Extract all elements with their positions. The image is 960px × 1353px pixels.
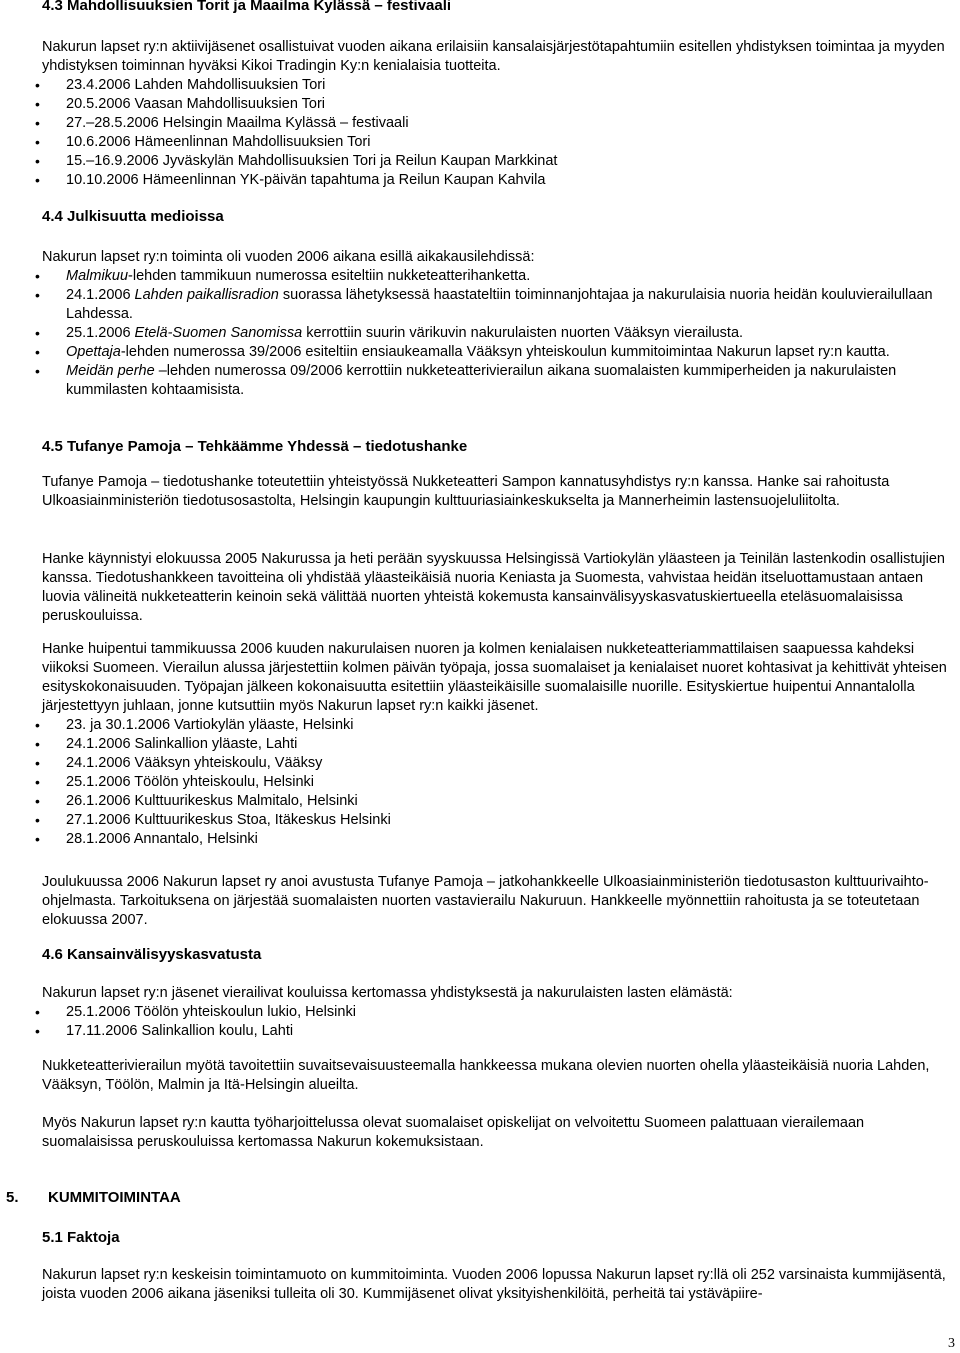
list-item: • 28.1.2006 Annantalo, Helsinki <box>0 830 947 849</box>
section-4-5-paragraph-1: Tufanye Pamoja – tiedotushanke toteutettiin yhteistyössä Nukketeatteri Sampon kannatusyhdistys ry:n kanssa. Hanke sai rahoitusta Ulkoasiainministeriön tiedotusosastolta, Helsingin kaupungin kulttuuriasiainkeskukselta ja Mannerheimin lastensuojeluliitolta. <box>42 474 890 509</box>
section-4-5-paragraph-3: Hanke huipentui tammikuussa 2006 kuuden nakurulaisen nuoren ja kolmen kenialaisen nukketeatteriammattilaisen saapuessa kahdeksi viikoksi Suomeen. Vierailun alussa järjestettiin kolmen päivän työpaja, jossa suomalaiset ja kenialaiset nuoret kohtasivat ja kehittivät yhteisen esityskokonaisuuden. Työpajan jälkeen kokonaisuutta esitettiin yläasteikäisille suomalaisille nuorille. Esityskiertue huipentui Annantalolla järjestettyyn juhlaan, jonne kutsuttiin myös Nakurun lapset ry:n kaikki jäsenet. <box>42 641 947 714</box>
list-item: • Opettaja-lehden numerossa 39/2006 esiteltiin ensiaukeamalla Vääksyn yhteiskoulun kummitoimintaa Nakurun lapset ry:n kautta. <box>0 343 947 362</box>
publication-name: Opettaja <box>66 344 121 360</box>
list-item: • 24.1.2006 Vääksyn yhteiskoulu, Vääksy <box>0 754 947 773</box>
publication-name: Meidän perhe <box>66 363 155 379</box>
list-item: • 10.10.2006 Hämeenlinnan YK-päivän tapahtuma ja Reilun Kaupan Kahvila <box>0 171 947 190</box>
list-item: • 17.11.2006 Salinkallion koulu, Lahti <box>0 1022 947 1041</box>
list-item: • 24.1.2006 Salinkallion yläaste, Lahti <box>0 735 947 754</box>
list-item: • Meidän perhe –lehden numerossa 09/2006 kerrottiin nukketeatterivierailun aikana suomalaisten kummiperheiden ja nakurulaisten kummilasten kohtaamisista. <box>0 362 947 400</box>
list-item: • 25.1.2006 Etelä-Suomen Sanomissa kerrottiin suurin värikuvin nakurulaisten nuorten Vääksyn vierailusta. <box>0 324 947 343</box>
list-item: • 27.–28.5.2006 Helsingin Maailma Kylässä – festivaali <box>0 114 947 133</box>
section-4-5-title: 4.5 Tufanye Pamoja – Tehkäämme Yhdessä – tiedotushanke <box>42 438 468 455</box>
chapter-number: 5. <box>6 1189 19 1206</box>
events-list <box>0 76 947 190</box>
tour-list <box>0 716 947 849</box>
section-4-6-paragraph-3: Myös Nakurun lapset ry:n kautta työharjoittelussa olevat suomalaiset opiskelijat on velvoitettu Suomeen palattuaan vierailemaan suomalaisissa peruskouluissa kertomassa Nakurun kokemuksistaan. <box>42 1115 865 1150</box>
section-4-5-paragraph-2: Hanke käynnistyi elokuussa 2005 Nakurussa ja heti perään syyskuussa Helsingissä Vartiokylän yläasteen ja Teinilän lastenkodin osallistujien kanssa. Tiedotushankkeen tavoitteina oli yhdistää yläasteikäisiä nuoria Keniasta ja Suomesta, vahvistaa heidän itseluottamustaan antaen luovia välineitä nukketeatterin keinoin sekä välittää nuorten yhteistä kokemusta kansainvälisyyskasvatuskiertueella eteläsuomalaisissa peruskouluissa. <box>42 551 945 624</box>
publication-name: Lahden paikallisradion <box>134 287 279 303</box>
page-number: 3 <box>948 1336 955 1351</box>
section-4-6-title: 4.6 Kansainvälisyyskasvatusta <box>42 946 262 963</box>
publication-name: Etelä-Suomen Sanomissa <box>134 325 303 341</box>
list-item: • 20.5.2006 Vaasan Mahdollisuuksien Tori <box>0 95 947 114</box>
visits-list <box>0 1003 947 1041</box>
media-list <box>0 267 947 400</box>
section-4-3-intro: Nakurun lapset ry:n aktiivijäsenet osallistuivat vuoden aikana erilaisiin kansalaisjärjestötapahtumiin esitellen yhdistyksen toimintaa ja myyden yhdistyksen toiminnan hyväksi Kikoi Tradingin Ky:n kenialaisia tuotteita. <box>42 39 945 74</box>
list-item: • 25.1.2006 Töölön yhteiskoulun lukio, Helsinki <box>0 1003 947 1022</box>
list-item: • 24.1.2006 Lahden paikallisradion suorassa lähetyksessä haastateltiin toiminnanjohtajaa ja nakurulaisia nuoria heidän kouluvierailullaan Lahdessa. <box>0 286 947 324</box>
chapter-5-heading <box>6 1188 181 1207</box>
list-item: • 26.1.2006 Kulttuurikeskus Malmitalo, Helsinki <box>0 792 947 811</box>
list-item: • Malmikuu-lehden tammikuun numerossa esiteltiin nukketeatterihanketta. <box>0 267 947 286</box>
list-item: • 23.4.2006 Lahden Mahdollisuuksien Tori <box>0 76 947 95</box>
chapter-title: KUMMITOIMINTAA <box>48 1189 181 1206</box>
publication-name: Malmikuu <box>66 268 129 284</box>
section-4-3-title: 4.3 Mahdollisuuksien Torit ja Maailma Kylässä – festivaali <box>42 0 452 14</box>
section-5-1-paragraph-1: Nakurun lapset ry:n keskeisin toimintamuoto on kummitoiminta. Vuoden 2006 lopussa Nakurun lapset ry:llä oli 252 varsinaista kummijäsentä, joista vuoden 2006 aikana jäseniksi tulleita oli 30. Kummijäsenet olivat yksityishenkilöitä, perheitä tai ystäväpiire- <box>42 1267 946 1302</box>
section-4-6-intro: Nakurun lapset ry:n jäsenet vierailivat kouluissa kertomassa yhdistyksestä ja nakurulaisten lasten elämästä: <box>42 985 733 1001</box>
section-5-1-title: 5.1 Faktoja <box>42 1229 120 1246</box>
list-item: • 27.1.2006 Kulttuurikeskus Stoa, Itäkeskus Helsinki <box>0 811 947 830</box>
list-item: • 10.6.2006 Hämeenlinnan Mahdollisuuksien Tori <box>0 133 947 152</box>
list-item: • 23. ja 30.1.2006 Vartiokylän yläaste, Helsinki <box>0 716 947 735</box>
list-item: • 25.1.2006 Töölön yhteiskoulu, Helsinki <box>0 773 947 792</box>
section-4-6-paragraph-2: Nukketeatterivierailun myötä tavoitettiin suvaitsevaisuusteemalla hankkeessa mukana olevien nuorten ohella yläasteikäisiä nuoria Lahden, Vääksyn, Töölön, Malmin ja Itä-Helsingin alueilta. <box>42 1058 930 1093</box>
list-item: • 15.–16.9.2006 Jyväskylän Mahdollisuuksien Tori ja Reilun Kaupan Markkinat <box>0 152 947 171</box>
section-4-4-intro: Nakurun lapset ry:n toiminta oli vuoden 2006 aikana esillä aikakausilehdissä: <box>42 249 535 265</box>
section-4-5-paragraph-4: Joulukuussa 2006 Nakurun lapset ry anoi avustusta Tufanye Pamoja – jatkohankkeelle Ulkoasiainministeriön tiedotusaston kulttuurivaihto-ohjelmasta. Tarkoituksena on järjestää suomalaisten nuorten vastavierailu Nakuruun. Hankkeelle myönnettiin rahoitusta ja se toteutetaan elokuussa 2007. <box>42 874 929 928</box>
section-4-4-title: 4.4 Julkisuutta medioissa <box>42 208 224 225</box>
